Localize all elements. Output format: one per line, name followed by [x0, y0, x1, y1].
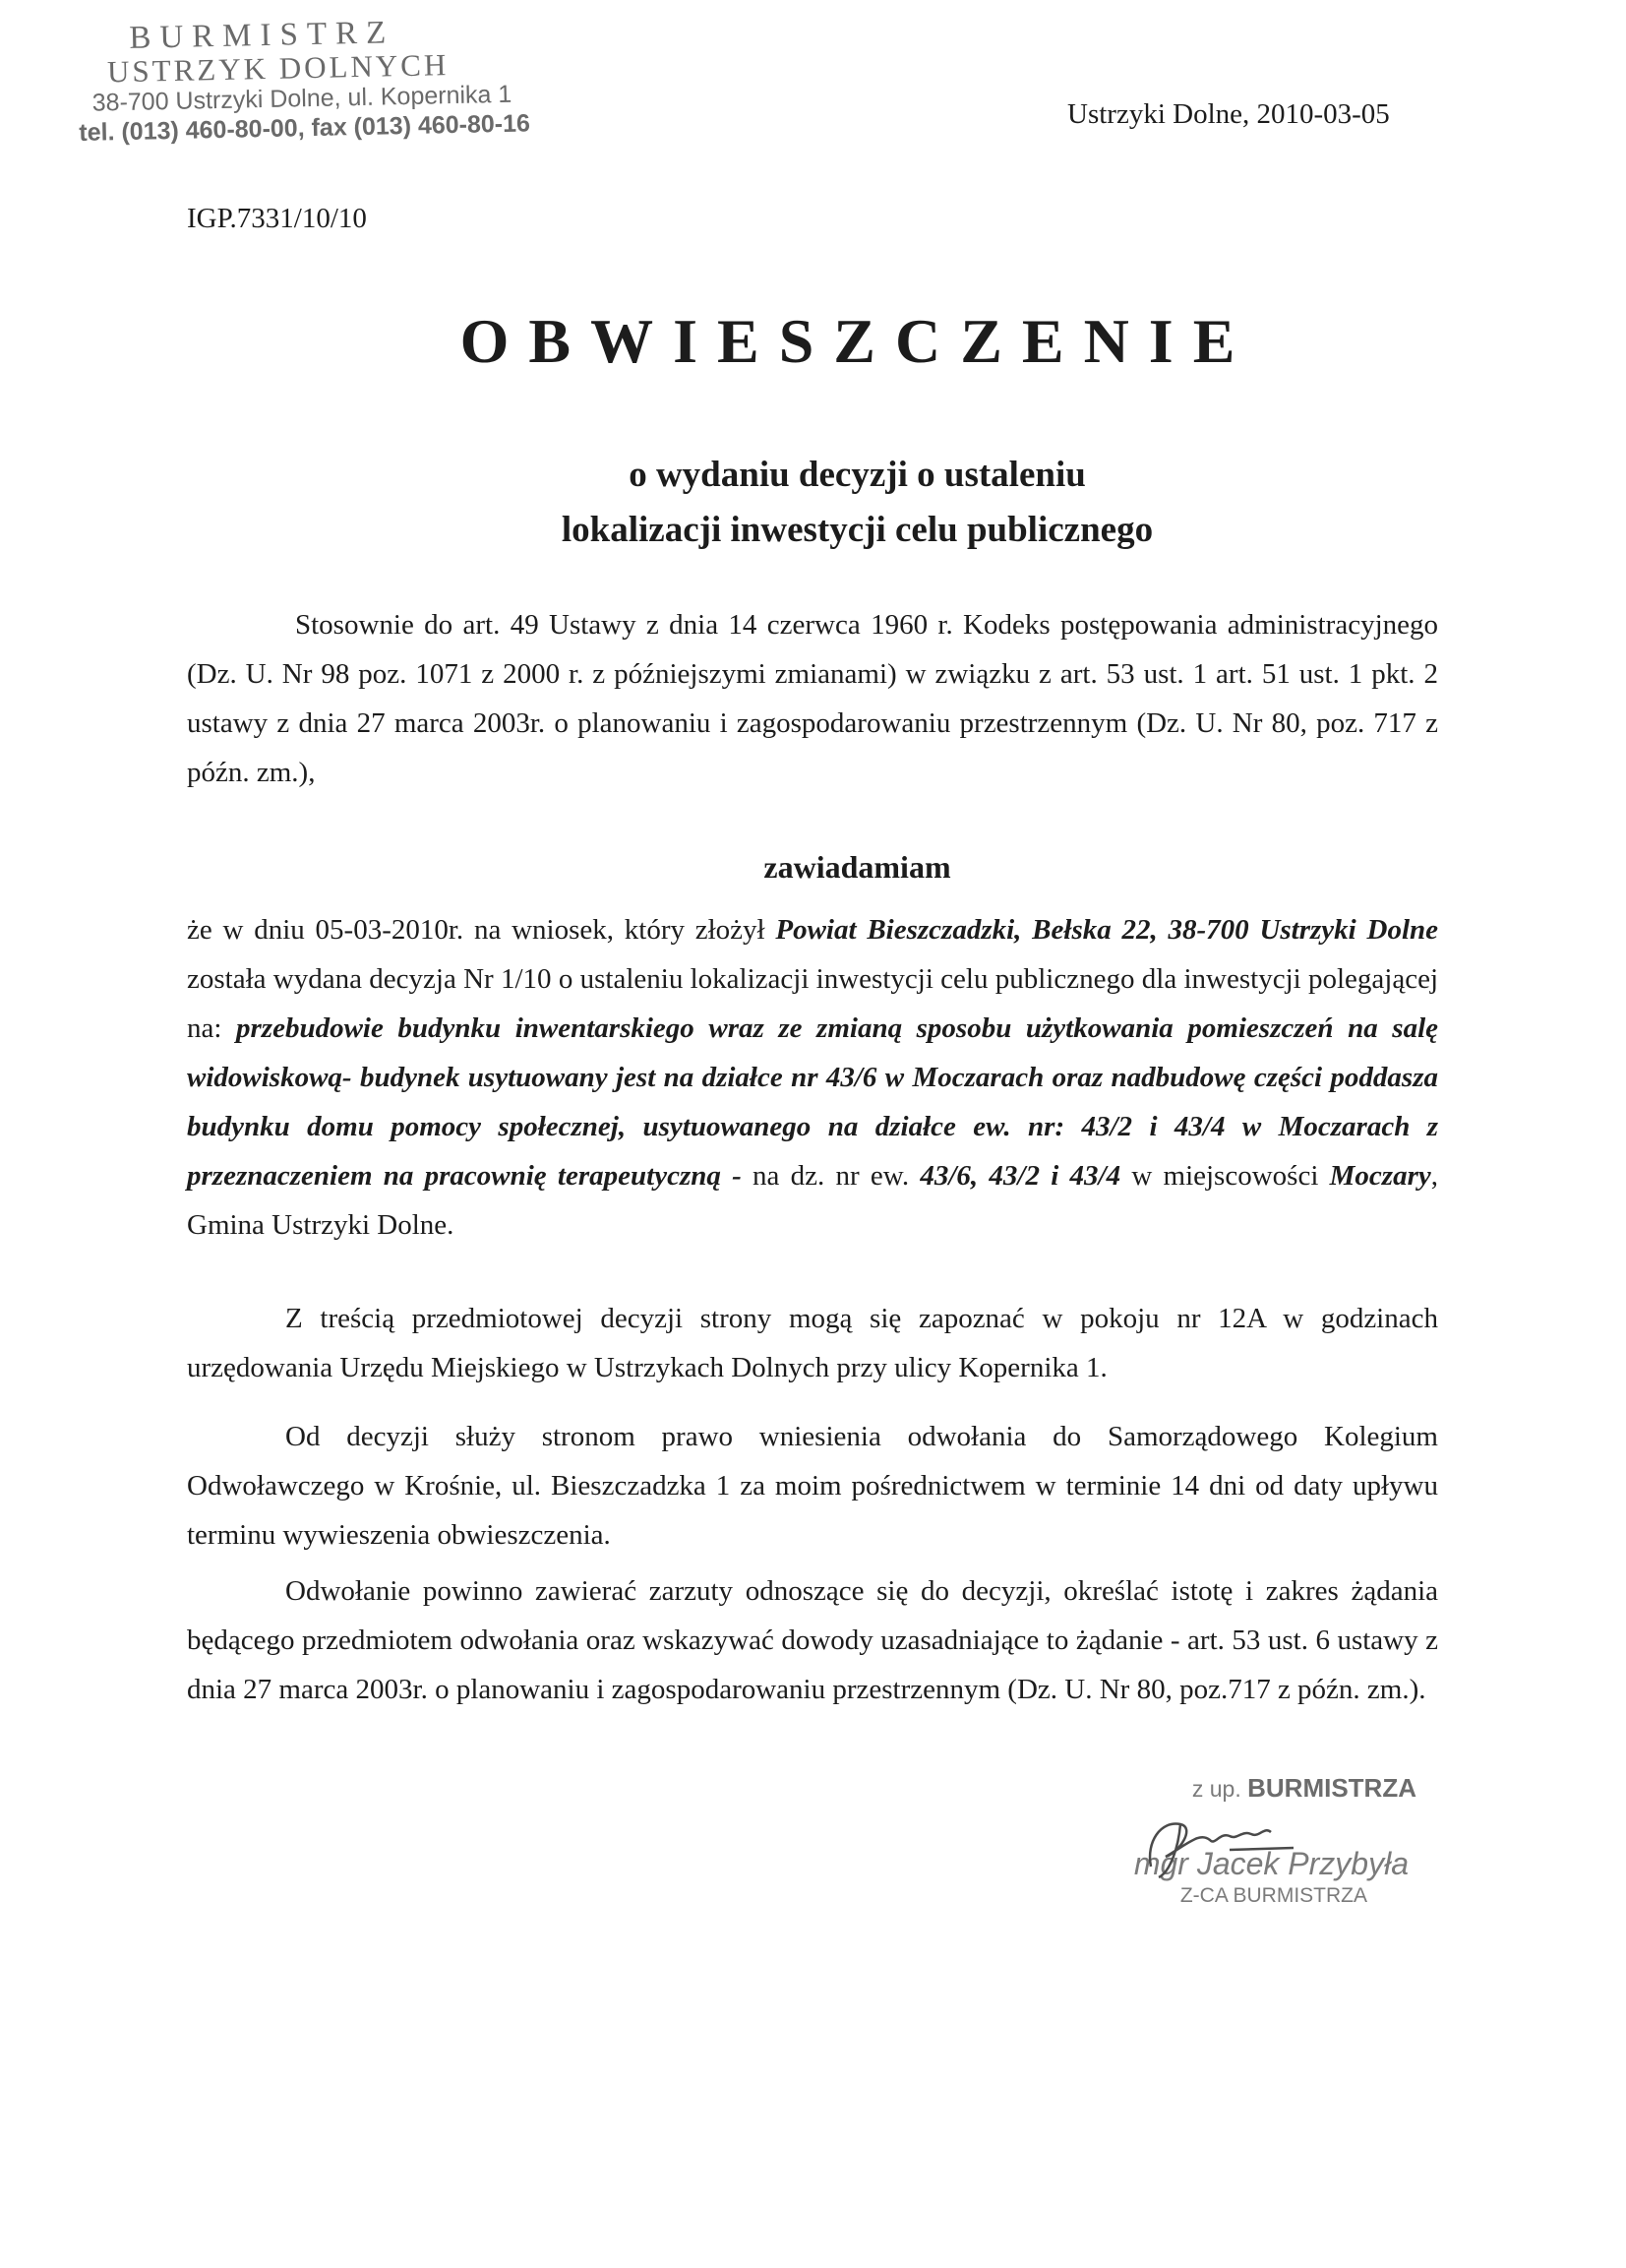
handwritten-signature — [1121, 1812, 1308, 1881]
signature-authority — [984, 1771, 1416, 1806]
signatory-name: mgr Jacek Przybyła — [1133, 1846, 1409, 1881]
decision-text-e: na dz. nr ew. — [741, 1160, 921, 1192]
office-stamp — [77, 12, 530, 148]
signature-office: BURMISTRZA — [1247, 1773, 1416, 1803]
decision-text-i: , Gmina Ustrzyki Dolne. — [187, 1160, 1438, 1241]
decision-text-g: w miejscowości — [1120, 1160, 1330, 1192]
subtitle-line-2: lokalizacji inwestycji celu publicznego — [561, 510, 1154, 550]
plot-numbers: 43/6, 43/2 i 43/4 — [920, 1160, 1121, 1192]
paragraph-appeal-right: Od decyzji służy stronom prawo wniesienia odwołania do Samorządowego Kolegium Odwoławczego w Krośnie, ul. Bieszczadzka 1 za moim pośrednictwem w terminie 14 dni od daty upływu terminu wywieszenia obwieszczenia. — [187, 1421, 1438, 1551]
stamp-address: 38-700 Ustrzyki Dolne, ul. Kopernika 1 — [91, 80, 512, 117]
reference-number: IGP.7331/10/10 — [187, 203, 367, 234]
decision-text-a: że w dniu 05-03-2010r. na wniosek, który złożył — [187, 914, 776, 946]
subtitle-line-1: o wydaniu decyzji o ustaleniu — [629, 455, 1086, 495]
paragraph-decision — [187, 905, 1438, 1250]
signature-prefix: z up. — [1191, 1776, 1241, 1802]
announcement-heading: zawiadamiam — [763, 849, 951, 885]
signature-stamp — [984, 1771, 1416, 1910]
decision-text-c: została wydana decyzja Nr 1/10 o ustaleniu lokalizacji inwestycji celu publicznego dla inwestycji polegającej na: — [187, 963, 1438, 1044]
stamp-title: BURMISTRZ — [128, 15, 395, 56]
place-date: Ustrzyki Dolne, 2010-03-05 — [1067, 98, 1390, 130]
signatory-role: Z-CA BURMISTRZA — [1179, 1884, 1367, 1907]
stamp-office: USTRZYK DOLNYCH — [106, 47, 450, 90]
document-subtitle — [0, 448, 1626, 558]
stamp-phone: tel. (013) 460-80-00, fax (013) 460-80-16 — [79, 109, 531, 147]
document-title: OBWIESZCZENIE — [459, 306, 1255, 376]
paragraph-legal-basis: Stosownie do art. 49 Ustawy z dnia 14 czerwca 1960 r. Kodeks postępowania administracyjnego (Dz. U. Nr 98 poz. 1071 z 2000 r. z późniejszymi zmianami) w związku z art. 53 ust. 1 art. 51 ust. 1 pkt. 2 ustawy z dnia 27 marca 2003r. o planowaniu i zagospodarowaniu przestrzennym (Dz. U. Nr 80, poz. 717 z późn. zm.), — [187, 609, 1438, 788]
locality-name: Moczary — [1329, 1160, 1431, 1192]
applicant-name: Powiat Bieszczadzki, Bełska 22, 38-700 Ustrzyki Dolne — [775, 914, 1439, 946]
paragraph-appeal-content: Odwołanie powinno zawierać zarzuty odnoszące się do decyzji, określać istotę i zakres żądania będącego przedmiotem odwołania oraz wskazywać dowody uzasadniające to żądanie - art. 53 ust. 6 ustawy z dnia 27 marca 2003r. o planowaniu i zagospodarowaniu przestrzennym (Dz. U. Nr 80, poz.717 z późn. zm.). — [187, 1575, 1438, 1705]
paragraph-inspection: Z treścią przedmiotowej decyzji strony mogą się zapoznać w pokoju nr 12A w godzinach urzędowania Urzędu Miejskiego w Ustrzykach Dolnych przy ulicy Kopernika 1. — [187, 1303, 1438, 1383]
investment-description: przebudowie budynku inwentarskiego wraz ze zmianą sposobu użytkowania pomieszczeń na salę widowiskową- budynek usytuowany jest na działce nr 43/6 w Moczarach oraz nadbudowę części poddasza budynku domu pomocy społecznej, usytuowanego na działce ew. nr: 43/2 i 43/4 w Moczarach z przeznaczeniem na pracownię terapeutyczną - — [187, 1012, 1438, 1192]
